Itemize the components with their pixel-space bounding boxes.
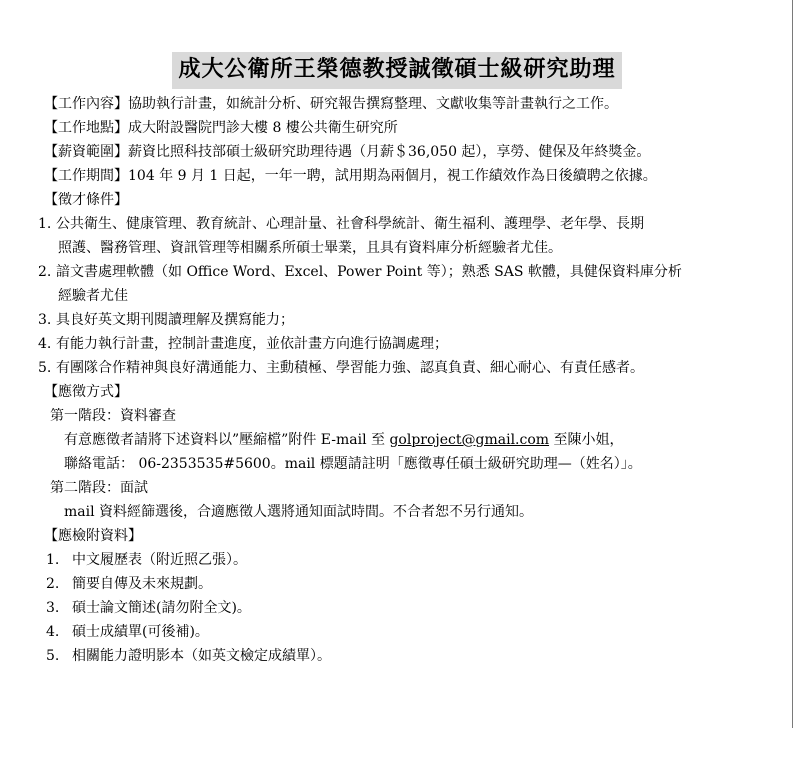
job-location-line bbox=[44, 118, 398, 138]
requirement-text: 有團隊合作精神與良好溝通能力、主動積極、學習能力強、認真負責、細心耐心、有責任感者。 bbox=[56, 360, 644, 376]
requirement-text: 照護、醫務管理、資訊管理等相關系所碩士畢業，且具有資料庫分析經驗者尤佳。 bbox=[58, 240, 562, 256]
requirement-item bbox=[38, 310, 294, 330]
requirement-number: 4. bbox=[38, 336, 52, 352]
stage1-title-text: 第一階段：資料審查 bbox=[50, 408, 176, 424]
application-header bbox=[44, 382, 128, 402]
stage1-text-pre: 有意應徵者請將下述資料以”壓縮檔”附件 E-mail 至 bbox=[64, 432, 386, 448]
attachment-text: 相關能力證明影本（如英文檢定成績單）。 bbox=[72, 648, 331, 664]
job-location-text: 成大附設醫院門診大樓 8 樓公共衛生研究所 bbox=[128, 120, 398, 136]
requirement-text: 公共衛生、健康管理、教育統計、心理計量、社會科學統計、衛生福利、護理學、老年學、長期 bbox=[56, 216, 644, 232]
job-location-label: 【工作地點】 bbox=[44, 120, 128, 136]
job-period-line bbox=[44, 166, 657, 186]
salary-label: 【薪資範圍】 bbox=[44, 144, 128, 160]
title-container bbox=[0, 52, 794, 89]
attachment-text: 碩士成績單(可後補)。 bbox=[72, 624, 209, 640]
stage2-title bbox=[50, 478, 148, 498]
job-period-label: 【工作期間】 bbox=[44, 168, 128, 184]
attachment-text: 中文履歷表（附近照乙張）。 bbox=[72, 552, 247, 568]
job-content-text: 協助執行計畫，如統計分析、研究報告撰寫整理、文獻收集等計畫執行之工作。 bbox=[128, 96, 618, 112]
requirement-text: 諳文書處理軟體（如 Office Word、Excel、Power Point 等）；熟悉 SAS 軟體，具健保資料庫分析 bbox=[56, 264, 682, 280]
stage1-text-post: 至陳小姐， bbox=[553, 432, 624, 448]
requirement-continuation bbox=[58, 238, 562, 258]
stage2-title-text: 第二階段：面試 bbox=[50, 480, 148, 496]
requirements-label: 【徵才條件】 bbox=[44, 192, 128, 208]
attachment-text: 碩士論文簡述(請勿附全文)。 bbox=[72, 600, 251, 616]
attachment-item bbox=[46, 598, 251, 618]
attachment-item bbox=[46, 550, 247, 570]
attachments-header bbox=[44, 526, 142, 546]
salary-text: 薪資比照科技部碩士級研究助理待遇（月薪＄36,050 起），享勞、健保及年終獎金。 bbox=[128, 144, 651, 160]
attachment-item bbox=[46, 622, 209, 642]
job-content-line bbox=[44, 94, 618, 114]
requirement-text: 具良好英文期刊閱讀理解及撰寫能力； bbox=[56, 312, 294, 328]
email-link[interactable]: golproject@gmail.com bbox=[389, 432, 550, 448]
requirement-continuation bbox=[58, 286, 128, 306]
requirement-text: 經驗者尤佳 bbox=[58, 288, 128, 304]
attachment-number: 3. bbox=[46, 600, 60, 616]
requirement-number: 3. bbox=[38, 312, 52, 328]
salary-line bbox=[44, 142, 650, 162]
requirement-item bbox=[38, 358, 644, 378]
attachment-item bbox=[46, 574, 212, 594]
stage2-line-text: mail 資料經篩選後，合適應徵人選將通知面試時間。不合者恕不另行通知。 bbox=[64, 504, 534, 520]
attachment-number: 5. bbox=[46, 648, 60, 664]
stage1-instructions bbox=[64, 430, 624, 450]
page-title: 成大公衛所王榮德教授誠徵碩士級研究助理 bbox=[172, 52, 621, 89]
requirement-number: 2. bbox=[38, 264, 52, 280]
page-edge-line bbox=[792, 0, 793, 728]
attachment-item bbox=[46, 646, 331, 666]
attachment-number: 2. bbox=[46, 576, 60, 592]
attachment-number: 1. bbox=[46, 552, 60, 568]
requirement-item bbox=[38, 262, 682, 282]
attachments-label: 【應檢附資料】 bbox=[44, 528, 142, 544]
stage1-contact bbox=[64, 454, 642, 474]
requirement-number: 1. bbox=[38, 216, 52, 232]
stage1-contact-text: 聯絡電話： 06-2353535#5600。mail 標題請註明「應徵專任碩士級研究助理—（姓名）」。 bbox=[64, 456, 642, 472]
job-content-label: 【工作內容】 bbox=[44, 96, 128, 112]
stage1-title bbox=[50, 406, 176, 426]
attachment-text: 簡要自傳及未來規劃。 bbox=[72, 576, 212, 592]
stage2-text bbox=[64, 502, 533, 522]
job-period-text: 104 年 9 月 1 日起，一年一聘，試用期為兩個月，視工作績效作為日後續聘之依據。 bbox=[128, 168, 657, 184]
requirements-header bbox=[44, 190, 128, 210]
requirement-number: 5. bbox=[38, 360, 52, 376]
requirement-text: 有能力執行計畫，控制計畫進度，並依計畫方向進行協調處理； bbox=[56, 336, 448, 352]
requirement-item bbox=[38, 334, 448, 354]
application-label: 【應徵方式】 bbox=[44, 384, 128, 400]
attachment-number: 4. bbox=[46, 624, 60, 640]
requirement-item bbox=[38, 214, 644, 234]
